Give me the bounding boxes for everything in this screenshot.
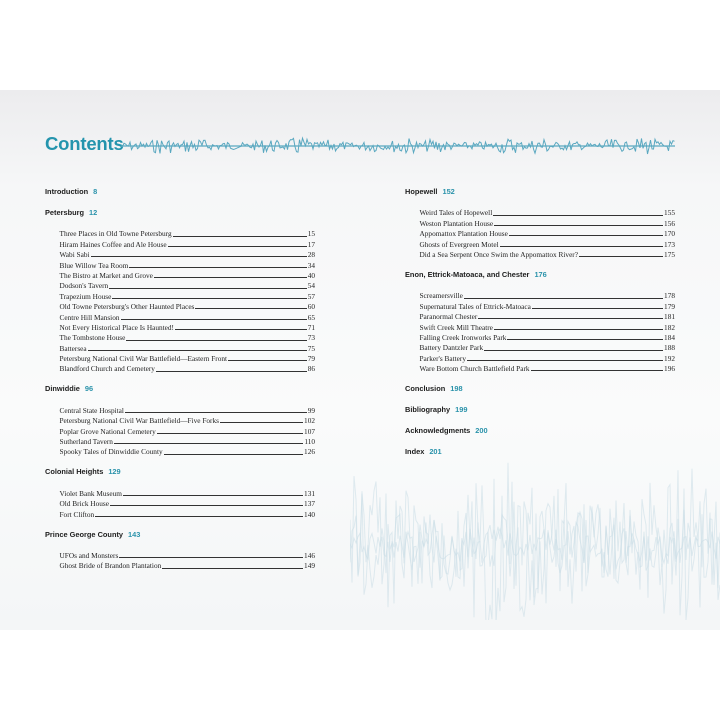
- toc-entry[interactable]: [420, 249, 676, 259]
- entry-page-number: 178: [664, 291, 675, 301]
- dot-leader: [88, 350, 307, 351]
- toc-entry[interactable]: [60, 311, 316, 321]
- toc-entry[interactable]: [60, 363, 316, 373]
- section-page-number: 12: [89, 208, 98, 217]
- dot-leader: [125, 412, 307, 413]
- toc-entry[interactable]: [60, 353, 316, 363]
- spacer: [405, 373, 675, 383]
- dot-leader: [464, 298, 663, 299]
- toc-entry[interactable]: [60, 425, 316, 435]
- toc-entry[interactable]: [420, 217, 676, 227]
- section-heading[interactable]: [405, 425, 675, 436]
- entry-title: Three Places in Old Towne Petersburg: [59, 229, 172, 239]
- entry-page-number: 149: [304, 561, 315, 571]
- dot-leader: [154, 277, 307, 278]
- toc-entry[interactable]: [420, 321, 676, 331]
- spacer: [45, 197, 315, 207]
- section-title: Hopewell: [405, 187, 438, 196]
- contents-right-column: [405, 186, 675, 467]
- spacer: [405, 197, 675, 207]
- entry-page-number: 75: [307, 343, 315, 353]
- entry-title: Parker's Battery: [419, 353, 466, 363]
- dot-leader: [500, 246, 663, 247]
- spacer: [405, 259, 675, 269]
- dot-leader: [195, 308, 306, 309]
- toc-entry[interactable]: [60, 560, 316, 570]
- dot-leader: [112, 298, 306, 299]
- dot-leader: [494, 225, 663, 226]
- section-title: Prince George County: [45, 529, 124, 539]
- section-page-number: 198: [450, 384, 463, 394]
- entry-page-number: 192: [664, 353, 675, 363]
- toc-entry[interactable]: [60, 322, 316, 332]
- dot-leader: [162, 568, 303, 569]
- dot-leader: [478, 318, 663, 319]
- section-heading[interactable]: [45, 186, 315, 197]
- entry-title: Sutherland Tavern: [59, 437, 113, 447]
- toc-entry[interactable]: [420, 207, 676, 217]
- entry-page-number: 179: [664, 301, 675, 311]
- entry-page-number: 155: [664, 208, 675, 218]
- entry-title: The Tombstone House: [59, 333, 126, 343]
- toc-entry[interactable]: [60, 280, 316, 290]
- spacer: [405, 415, 675, 425]
- section-page-number: 199: [455, 405, 468, 415]
- spacer: [45, 456, 315, 466]
- entry-title: Not Every Historical Place Is Haunted!: [59, 322, 174, 332]
- spacer: [405, 457, 675, 467]
- toc-entry[interactable]: [420, 352, 676, 362]
- entry-page-number: 175: [664, 249, 675, 259]
- section-page-number: 96: [84, 384, 94, 394]
- dot-leader: [579, 256, 663, 257]
- entry-title: Petersburg National Civil War Battlefield—Eastern Front: [59, 354, 228, 364]
- section-heading[interactable]: [405, 383, 675, 394]
- toc-entry[interactable]: [60, 228, 316, 238]
- dot-leader: [110, 505, 303, 506]
- entry-page-number: 110: [304, 437, 315, 447]
- toc-entry[interactable]: [420, 300, 676, 310]
- entry-page-number: 196: [664, 364, 675, 374]
- sound-wave-watermark: [350, 450, 720, 620]
- dot-leader: [121, 319, 307, 320]
- toc-entry[interactable]: [60, 415, 316, 425]
- entry-title: Dodson's Tavern: [59, 281, 109, 291]
- entry-page-number: 131: [304, 488, 315, 498]
- dot-leader: [531, 370, 663, 371]
- entry-title: Weird Tales of Hopewell: [419, 208, 493, 218]
- entry-page-number: 60: [307, 302, 315, 312]
- spacer: [405, 394, 675, 404]
- entry-page-number: 182: [664, 322, 675, 332]
- entry-page-number: 17: [307, 239, 315, 249]
- section-title: Conclusion: [405, 384, 446, 394]
- section-page-number: 176: [534, 269, 547, 279]
- sound-wave-decoration: [121, 133, 675, 161]
- section-heading[interactable]: [405, 404, 675, 415]
- entry-page-number: 173: [664, 239, 675, 249]
- toc-entry[interactable]: [60, 290, 316, 300]
- dot-leader: [164, 454, 303, 455]
- entry-title: Blandford Church and Cemetery: [59, 364, 155, 374]
- entry-title: Spooky Tales of Dinwiddie County: [59, 447, 163, 457]
- entry-page-number: 15: [307, 229, 315, 239]
- toc-entry[interactable]: [60, 259, 316, 269]
- entry-title: Ghosts of Evergreen Motel: [419, 239, 499, 249]
- entry-title: The Bistro at Market and Grove: [59, 270, 153, 280]
- spacer: [405, 436, 675, 446]
- dot-leader: [119, 557, 303, 558]
- entry-title: Blue Willow Tea Room: [59, 260, 129, 270]
- section-page-number: 201: [429, 447, 442, 457]
- section-title: Dinwiddie: [45, 384, 80, 394]
- entry-title: Trapezium House: [59, 291, 112, 301]
- section-heading[interactable]: [45, 207, 315, 218]
- toc-entry[interactable]: [60, 508, 316, 518]
- dot-leader: [507, 339, 663, 340]
- section-title: Introduction: [45, 187, 89, 196]
- entry-title: Battersea: [59, 343, 87, 353]
- page-title: Contents: [45, 133, 124, 154]
- entry-title: Centre Hill Mansion: [59, 312, 120, 322]
- entry-page-number: 28: [307, 250, 315, 260]
- toc-entry[interactable]: [420, 363, 676, 373]
- entry-title: Old Brick House: [59, 499, 109, 509]
- toc-entry[interactable]: [60, 270, 316, 280]
- toc-entry[interactable]: [60, 498, 316, 508]
- toc-entry[interactable]: [60, 487, 316, 497]
- spacer: [45, 477, 315, 487]
- dot-leader: [175, 329, 307, 330]
- dot-leader: [467, 360, 663, 361]
- entry-page-number: 73: [307, 333, 315, 343]
- toc-entry[interactable]: [420, 290, 676, 300]
- entry-title: Weston Plantation House: [419, 218, 494, 228]
- entry-page-number: 40: [307, 270, 315, 280]
- entry-page-number: 188: [664, 343, 675, 353]
- entry-page-number: 137: [304, 499, 315, 509]
- toc-entry[interactable]: [60, 404, 316, 414]
- dot-leader: [123, 495, 303, 496]
- entry-page-number: 57: [307, 291, 315, 301]
- dot-leader: [156, 371, 307, 372]
- toc-entry[interactable]: [420, 228, 676, 238]
- dot-leader: [95, 516, 303, 517]
- toc-entry[interactable]: [60, 446, 316, 456]
- section-page-number: 143: [128, 529, 141, 539]
- toc-entry[interactable]: [60, 249, 316, 259]
- entry-page-number: 184: [664, 332, 675, 342]
- spacer: [45, 540, 315, 550]
- entry-title: Ghost Bride of Brandon Plantation: [59, 561, 162, 571]
- toc-entry[interactable]: [60, 550, 316, 560]
- entry-page-number: 71: [307, 322, 315, 332]
- section-heading[interactable]: [45, 383, 315, 394]
- entry-page-number: 99: [307, 405, 315, 415]
- section-title: Petersburg: [45, 208, 85, 217]
- toc-entry[interactable]: [60, 436, 316, 446]
- entry-page-number: 102: [304, 416, 315, 426]
- toc-entry[interactable]: [60, 342, 316, 352]
- entry-page-number: 140: [304, 509, 315, 519]
- entry-title: UFOs and Monsters: [59, 550, 119, 560]
- section-title: Bibliography: [405, 405, 451, 415]
- dot-leader: [532, 308, 663, 309]
- contents-header: [45, 133, 675, 163]
- entry-title: Did a Sea Serpent Once Swim the Appomattox River?: [419, 249, 578, 259]
- toc-entry[interactable]: [420, 238, 676, 248]
- toc-entry[interactable]: [420, 311, 676, 321]
- section-page-number: 152: [442, 187, 455, 196]
- entry-title: Battery Dantzler Park: [419, 343, 484, 353]
- section-page-number: 8: [93, 187, 98, 196]
- entry-title: Central State Hospital: [59, 405, 124, 415]
- entry-title: Hiram Haines Coffee and Ale House: [59, 239, 167, 249]
- toc-entry[interactable]: [420, 332, 676, 342]
- entry-title: Falling Creek Ironworks Park: [419, 332, 507, 342]
- entry-title: Violet Bank Museum: [59, 488, 122, 498]
- contents-page: [0, 90, 720, 630]
- dot-leader: [129, 267, 306, 268]
- section-heading[interactable]: [405, 269, 675, 280]
- toc-entry[interactable]: [420, 342, 676, 352]
- entry-title: Old Towne Petersburg's Other Haunted Places: [59, 302, 195, 312]
- entry-title: Ware Bottom Church Battlefield Park: [419, 364, 530, 374]
- section-title: Enon, Ettrick-Matoaca, and Chester: [405, 269, 530, 279]
- toc-entry[interactable]: [60, 332, 316, 342]
- entry-page-number: 34: [307, 260, 315, 270]
- dot-leader: [168, 246, 307, 247]
- entry-title: Petersburg National Civil War Battlefield—Five Forks: [59, 416, 219, 426]
- entry-page-number: 86: [307, 364, 315, 374]
- section-title: Index: [405, 447, 425, 457]
- spacer: [45, 373, 315, 383]
- dot-leader: [126, 340, 306, 341]
- section-page-number: 200: [475, 426, 488, 436]
- entry-title: Poplar Grove National Cemetery: [59, 426, 156, 436]
- toc-entry[interactable]: [60, 238, 316, 248]
- dot-leader: [109, 288, 307, 289]
- section-heading[interactable]: [405, 446, 675, 457]
- dot-leader: [494, 329, 663, 330]
- dot-leader: [157, 433, 303, 434]
- section-heading[interactable]: [45, 466, 315, 477]
- contents-left-column: [45, 186, 315, 580]
- dot-leader: [228, 360, 307, 361]
- dot-leader: [493, 215, 663, 216]
- toc-entry[interactable]: [60, 301, 316, 311]
- entry-page-number: 54: [307, 281, 315, 291]
- spacer: [45, 519, 315, 529]
- dot-leader: [114, 443, 303, 444]
- section-heading[interactable]: [405, 186, 675, 197]
- section-heading[interactable]: [45, 529, 315, 540]
- spacer: [45, 218, 315, 228]
- dot-leader: [220, 422, 303, 423]
- entry-title: Screamersville: [419, 291, 463, 301]
- dot-leader: [173, 236, 307, 237]
- entry-title: Swift Creek Mill Theatre: [419, 322, 493, 332]
- spacer: [45, 570, 315, 580]
- entry-page-number: 156: [664, 218, 675, 228]
- entry-page-number: 126: [304, 447, 315, 457]
- entry-title: Paranormal Chester: [419, 312, 478, 322]
- spacer: [45, 394, 315, 404]
- spacer: [405, 280, 675, 290]
- entry-page-number: 181: [664, 312, 675, 322]
- entry-page-number: 107: [304, 426, 315, 436]
- entry-title: Supernatural Tales of Ettrick-Matoaca: [419, 301, 531, 311]
- entry-title: Fort Clifton: [59, 509, 95, 519]
- entry-title: Wabi Sabi: [59, 250, 90, 260]
- section-title: Colonial Heights: [45, 467, 104, 477]
- entry-page-number: 79: [307, 354, 315, 364]
- entry-page-number: 170: [664, 229, 675, 239]
- dot-leader: [509, 235, 663, 236]
- dot-leader: [91, 256, 307, 257]
- dot-leader: [484, 350, 663, 351]
- entry-page-number: 65: [307, 312, 315, 322]
- entry-title: Appomattox Plantation House: [419, 229, 508, 239]
- section-title: Acknowledgments: [405, 426, 471, 436]
- section-page-number: 129: [108, 467, 121, 477]
- entry-page-number: 146: [304, 550, 315, 560]
